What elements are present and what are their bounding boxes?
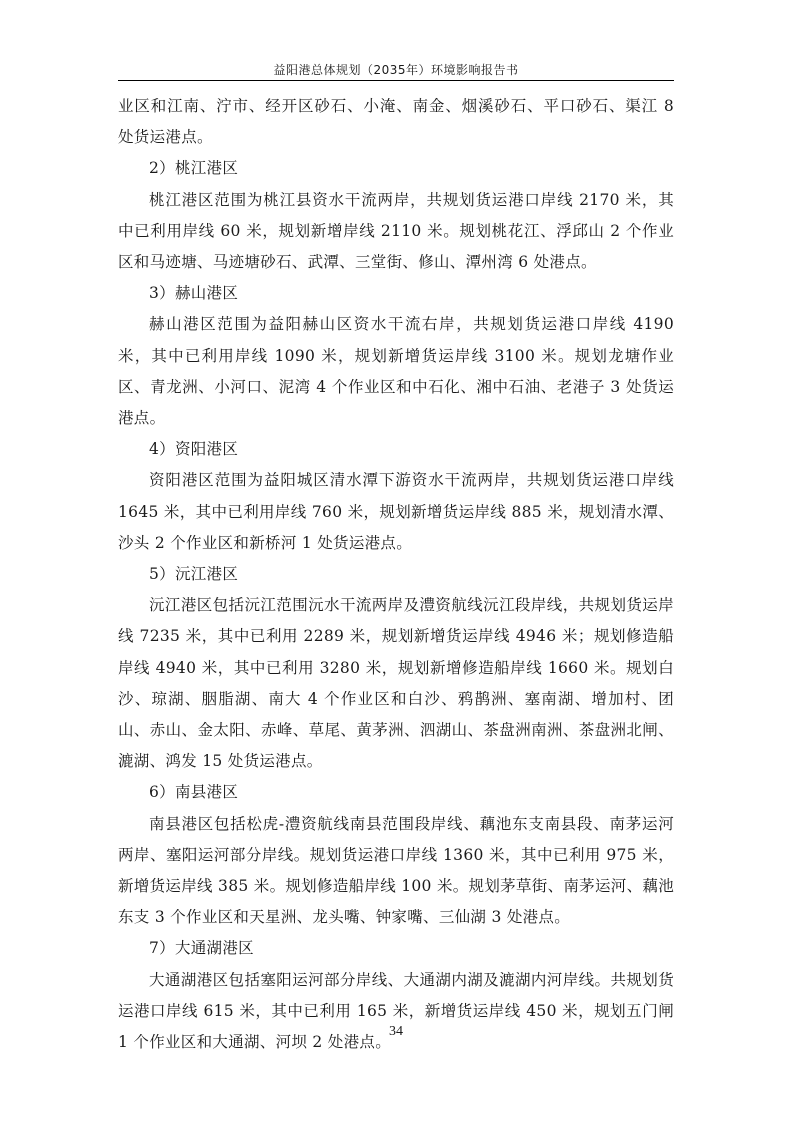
paragraph-continued: 业区和江南、泞市、经开区砂石、小淹、南金、烟溪砂石、平口砂石、渠江 8 处货运港点。: [118, 97, 674, 147]
section-heading-taojiang: 2）桃江港区: [149, 159, 239, 178]
section-heading-nanxian: 6）南县港区: [149, 783, 239, 802]
section-heading-heshan: 3）赫山港区: [149, 284, 239, 303]
page-number: 34: [389, 1024, 403, 1039]
section-heading-ziyang: 4）资阳港区: [149, 440, 239, 459]
paragraph-datonghu: 大通湖港区包括塞阳运河部分岸线、大通湖内湖及漉湖内河岸线。共规划货运港口岸线 615 米，其中已利用 165 米，新增货运岸线 450 米，规划五门闸 1 个作业区和大通湖、河坝 2 处港点。: [118, 970, 674, 1052]
paragraph-taojiang: 桃江港区范围为桃江县资水干流两岸，共规划货运港口岸线 2170 米，其中已利用岸线 60 米，规划新增岸线 2110 米。规划桃花江、浮邱山 2 个作业区和马迹塘、马迹塘砂石、武潭、三堂街、修山、潭州湾 6 处港点。: [118, 190, 674, 272]
paragraph-nanxian: 南县港区包括松虎-澧资航线南县范围段岸线、藕池东支南县段、南茅运河两岸、塞阳运河部分岸线。规划货运港口岸线 1360 米，其中已利用 975 米，新增货运岸线 385 米。规划修造船岸线 100 米。规划茅草街、南茅运河、藕池东支 3 个作业区和天星洲、龙头嘴、钟家嘴、三仙湖 3 处港点。: [118, 814, 674, 927]
section-heading-datonghu: 7）大通湖港区: [149, 939, 254, 958]
document-body: [118, 91, 674, 1058]
paragraph-heshan: 赫山港区范围为益阳赫山区资水干流右岸，共规划货运港口岸线 4190 米，其中已利用岸线 1090 米，规划新增货运岸线 3100 米。规划龙塘作业区、青龙洲、小河口、泥湾 4 个作业区和中石化、湘中石油、老港子 3 处货运港点。: [118, 315, 674, 428]
paragraph-yuanjiang: 沅江港区包括沅江范围沅水干流两岸及澧资航线沅江段岸线，共规划货运岸线 7235 米，其中已利用 2289 米，规划新增货运岸线 4946 米；规划修造船岸线 4940 米，其中已利用 3280 米，规划新增修造船岸线 1660 米。规划白沙、琼湖、胭脂湖、南大 4 个作业区和白沙、鸦鹊洲、塞南湖、增加村、团山、赤山、金太阳、赤峰、草尾、黄茅洲、泗湖山、茶盘洲南洲、茶盘洲北闸、漉湖、鸿发 15 处货运港点。: [118, 596, 674, 771]
paragraph-ziyang: 资阳港区范围为益阳城区清水潭下游资水干流两岸，共规划货运港口岸线 1645 米，其中已利用岸线 760 米，规划新增货运岸线 885 米，规划清水潭、沙头 2 个作业区和新桥河 1 处货运港点。: [118, 471, 674, 552]
page-header-title: 益阳港总体规划（2035年）环境影响报告书: [273, 63, 519, 77]
section-heading-yuanjiang: 5）沅江港区: [149, 565, 239, 584]
header-rule: [118, 80, 674, 81]
